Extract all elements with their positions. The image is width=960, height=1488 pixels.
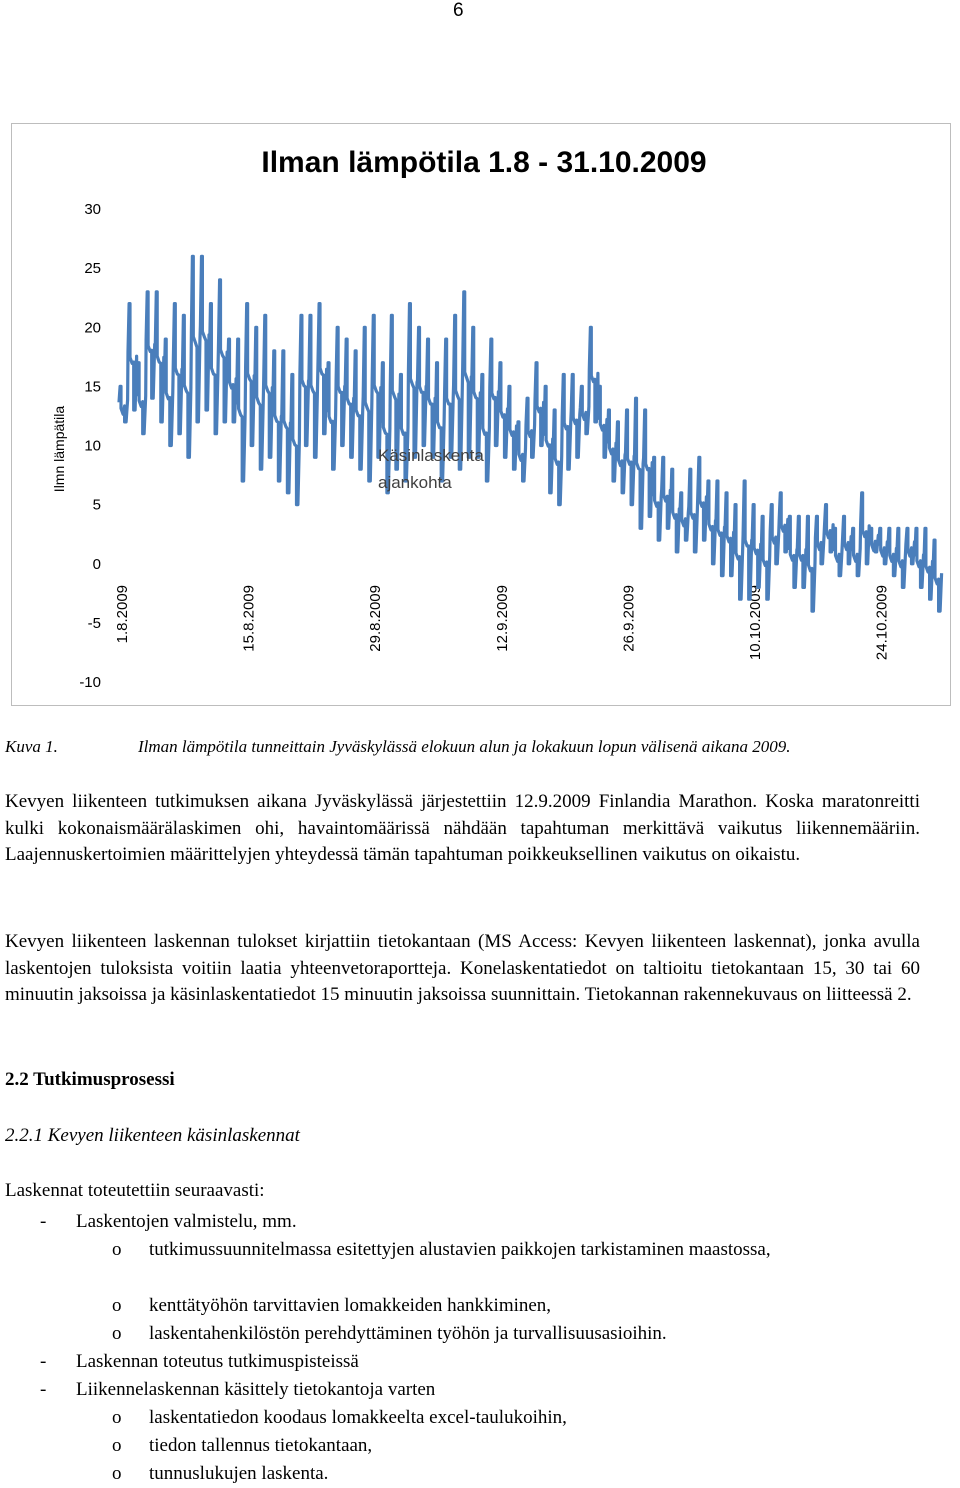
y-tick-label: 5 (92, 496, 101, 514)
list-item (40, 1348, 359, 1376)
y-tick-label: 15 (84, 378, 101, 396)
caption-label: Kuva 1. (5, 737, 58, 756)
page-number: 6 (453, 0, 464, 21)
sub-list-item (112, 1292, 902, 1320)
sub-list-item-text: kenttätyöhön tarvittavien lomakkeiden hankkiminen, (149, 1295, 552, 1316)
y-tick-label: -10 (79, 674, 101, 691)
y-tick-label: 25 (84, 260, 101, 278)
paragraph-marathon: Kevyen liikenteen tutkimuksen aikana Jyväskylässä järjestettiin 12.9.2009 Finlandia Marathon. Koska maratonreitti kulki kokonaismäärälaskimen ohi, havaintomäärissä nähdään tapahtuman merkittävä vaikutus liikennemääriin. Laajennuskertoimien määrittelyjen yhteydessä tämän tapahtuman poikkeuksellinen vaikutus on oikaistu. (5, 791, 920, 865)
sub-list-item (112, 1320, 902, 1348)
sub-list-item-text: laskentahenkilöstön perehdyttäminen työhön ja turvallisuusasioihin. (149, 1323, 667, 1344)
sub-list-item (112, 1432, 902, 1460)
sub-list-item-text: laskentatiedon koodaus lomakkeelta excel-taulukoihin, (149, 1407, 567, 1428)
list-intro: Laskennat toteutettiin seuraavasti: (5, 1180, 265, 1201)
y-tick-label: 30 (84, 201, 101, 218)
x-tick-label: 10.10.2009 (747, 585, 765, 661)
y-tick-label: 20 (84, 319, 101, 337)
o-bullet: o (112, 1435, 122, 1456)
sub-list-item (112, 1460, 902, 1488)
o-bullet: o (112, 1239, 122, 1260)
list-item-text: Liikennelaskennan käsittely tietokantoja varten (76, 1379, 436, 1400)
o-bullet: o (112, 1295, 122, 1316)
x-tick-label: 26.9.2009 (620, 585, 638, 652)
y-tick-label: 0 (92, 555, 101, 573)
section-heading-tutkimusprosessi: 2.2 Tutkimusprosessi (5, 1069, 175, 1090)
dash-bullet: - (40, 1351, 47, 1372)
x-tick-label: 29.8.2009 (367, 585, 385, 652)
o-bullet: o (112, 1323, 122, 1344)
list-item-text: Laskentojen valmistelu, mm. (76, 1211, 297, 1232)
x-tick-label: 15.8.2009 (240, 585, 258, 652)
sub-list-item (112, 1236, 902, 1264)
list-item (40, 1376, 435, 1404)
figure-caption (5, 737, 791, 757)
o-bullet: o (112, 1407, 122, 1428)
sub-list-item-text: tutkimussuunnitelmassa esitettyjen alustavien paikkojen tarkistaminen maastossa, (149, 1239, 771, 1260)
list-item (40, 1208, 297, 1236)
annotation-line-1: Käsinlaskenta (378, 446, 484, 465)
y-axis-label: Ilmn lämpätila (51, 405, 67, 493)
y-tick-label: -5 (87, 614, 101, 632)
y-tick-label: 10 (84, 437, 101, 455)
sub-list-item (112, 1404, 902, 1432)
temperature-chart (11, 123, 951, 706)
list-item-text: Laskennan toteutus tutkimuspisteissä (76, 1351, 359, 1372)
paragraph-database: Kevyen liikenteen laskennan tulokset kirjattiin tietokantaan (MS Access: Kevyen liikenteen laskennat), jonka avulla laskentojen tuloksista voitiin laatia yhteenvetoraportteja. Konelaskentatiedot on taltioitu tietokantaan 15, 30 tai 60 minuutin jaksoissa ja käsinlaskentatiedot 15 minuutin jaksoissa suunnittain. Tietokannan rakennekuvaus on liitteessä 2. (5, 931, 920, 1005)
sub-list-item-text: tunnuslukujen laskenta. (149, 1463, 329, 1484)
dash-bullet: - (40, 1211, 47, 1232)
temperature-series-line (119, 256, 942, 611)
sub-list-item-text: tiedon tallennus tietokantaan, (149, 1435, 373, 1456)
annotation-line-2: ajankohta (378, 473, 452, 492)
subsection-heading-kasinlaskennat: 2.2.1 Kevyen liikenteen käsinlaskennat (5, 1125, 300, 1146)
x-tick-label: 12.9.2009 (493, 585, 511, 652)
chart-title: Ilman lämpötila 1.8 - 31.10.2009 (261, 146, 707, 179)
caption-text: Ilman lämpötila tunneittain Jyväskylässä elokuun alun ja lokakuun lopun välisenä aikana 2009. (138, 737, 791, 756)
chart-canvas (12, 124, 949, 704)
o-bullet: o (112, 1463, 122, 1484)
dash-bullet: - (40, 1379, 47, 1400)
x-tick-label: 24.10.2009 (873, 585, 891, 661)
x-tick-label: 1.8.2009 (114, 585, 131, 644)
